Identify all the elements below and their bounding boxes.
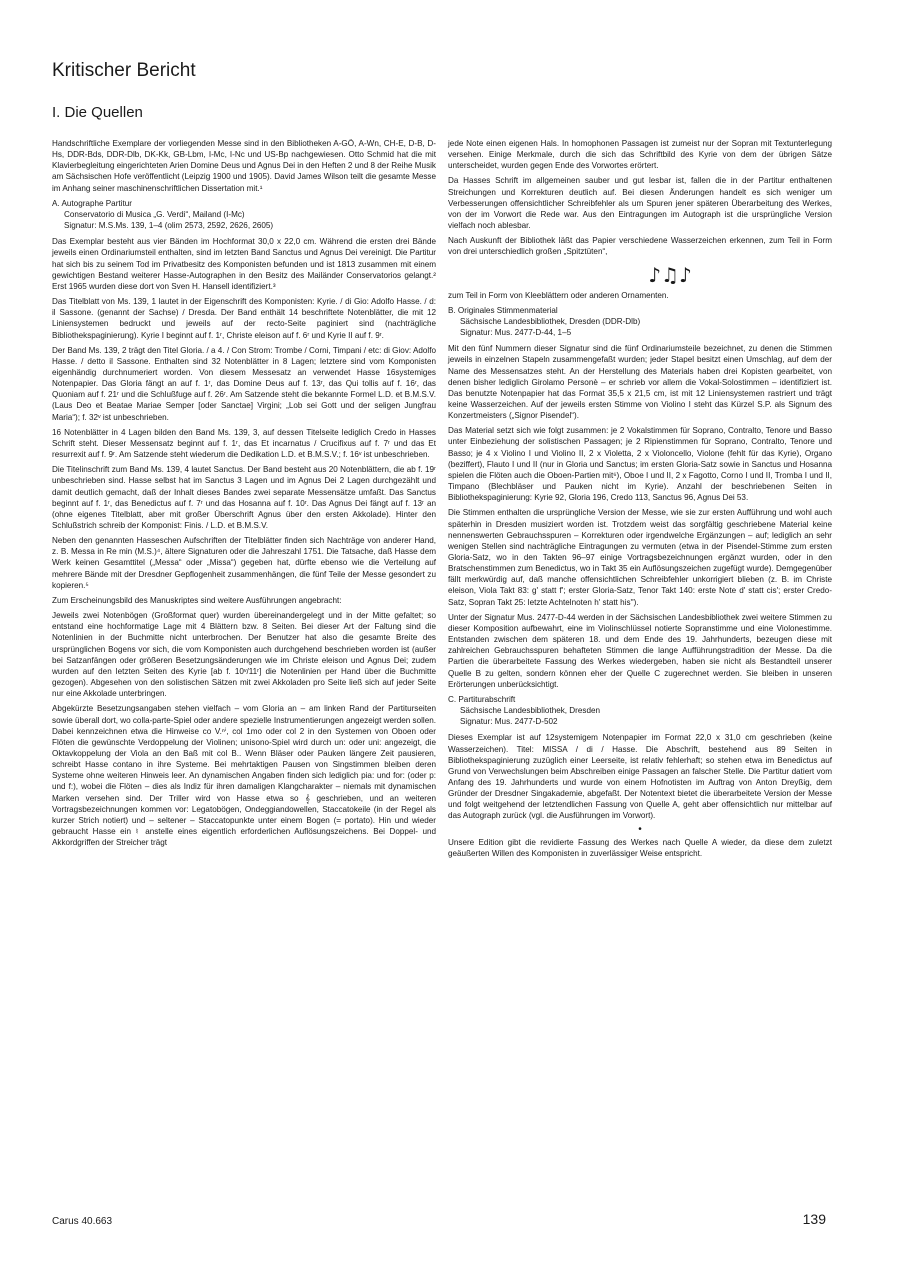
source-title: B. Originales Stimmenmaterial — [448, 305, 558, 315]
source-signature: Signatur: Mus. 2477-D-502 — [460, 717, 558, 727]
watermark-shapes-icon: ♪♫♪ — [648, 262, 692, 287]
paragraph: Neben den genannten Hasseschen Aufschriften der Titelblätter finden sich Nachträge von anderer Hand, z. B. Messa in Re min (M.S.)⁴, ältere Signaturen oder die Jahreszahl 1751. Die Tatsache, daß Hasse dem Werk keinen Gesamttitel („Messa“ oder „Missa“) gegeben hat, dürfte ebenso wie die Verteilung auf mehrere Bände mit der Dresdner Gepflogenheit zusammenhängen, die fünf Teile der Messe gesondert zu kopieren.⁵ — [52, 536, 436, 590]
paragraph: Das Titelblatt von Ms. 139, 1 lautet in der Eigenschrift des Komponisten: Kyrie. / di Gio: Adolfo Hasse. / d: il Sassone. (genannt der Sachse) / Dresda. Der Band enthält 14 beschriftete Notenblätter, die mit 12 Liniensystemen bedruckt und jeweils auf der recto-Seite paginiert sind (nachträgliche Bibliothekspaginierung). Kyrie I beginnt auf f. 1ʳ, Christe eleison auf f. 6ʳ und Kyrie II auf f. 9ʳ. — [52, 297, 436, 340]
right-column — [448, 138, 832, 863]
source-library: Conservatorio di Musica „G. Verdi“, Mailand (I-Mc) — [64, 209, 245, 219]
divider-dot: • — [638, 823, 642, 835]
left-column — [52, 138, 436, 852]
source-library: Sächsische Landesbibliothek, Dresden — [460, 706, 601, 716]
source-title: C. Partiturabschrift — [448, 694, 516, 704]
paragraph: Handschriftliche Exemplare der vorliegenden Messe sind in den Bibliotheken A-GÖ, A-Wn, CH-E, D-B, D-Hs, DDR-Bds, DDR-Dlb, DK-Kk, GB-Lbm, I-Mc, I-Nc und US-Bp nachgewiesen. Otto Schmid hat die mit Klavierbegleitung eingerichteten Arien Domine Deus und Agnus Dei in den Heften 2 und 8 der Reihe Musik am Sächsischen Hofe veröffentlicht (Leipzig 1900 und 1905). David James Wilson teilt die gesamte Messe im Anhang seiner maschinenschriftlichen Dissertation mit.¹ — [52, 139, 436, 193]
source-c-heading — [448, 694, 832, 727]
paragraph: zum Teil in Form von Kleeblättern oder anderen Ornamenten. — [448, 290, 669, 300]
source-title: A. Autographe Partitur — [52, 198, 132, 208]
section-title: I. Die Quellen — [52, 104, 143, 121]
source-b-heading — [448, 305, 832, 338]
paragraph: Dieses Exemplar ist auf 12systemigem Notenpapier im Format 22,0 x 31,0 cm geschrieben (keine Wasserzeichen). Titel: MISSA / di / Hasse. Die Abschrift, bestehend aus 89 Seiten in Bibliothekspaginierung zuzüglich einer Leerseite, ist relativ fehlerhaft; so stehen etwa im Benedictus auf Grund von Verwechslungen beim Abschreiben einige Passagen an falscher Stelle. Die Partitur datiert vom Anfang des 19. Jahrhunderts und wurde von einem Hofnotisten im Auftrag von Anton Dreyßig, dem Gründer der Dresdner Singakademie, abgefaßt. Der Notentext bietet die überarbeitete Version der Messe und folgt weitgehend der letztendlichen Fassung von Quelle A, geht aber offensichtlich nur mittelbar auf das Autograph zurück (vgl. die Ausführungen im Vorwort). — [448, 733, 832, 821]
paragraph: Nach Auskunft der Bibliothek läßt das Papier verschiedene Wasserzeichen erkennen, zum Teil in Form von drei unterschiedlich großen „Spitztüten“, — [448, 236, 832, 257]
source-signature: Signatur: M.S.Ms. 139, 1–4 (olim 2573, 2592, 2626, 2605) — [64, 221, 274, 231]
paragraph: 16 Notenblätter in 4 Lagen bilden den Band Ms. 139, 3, auf dessen Titelseite lediglich Credo in Hasses Schrift steht. Dieser Messensatz beginnt auf f. 1ʳ, das Et incarnatus / Crucifixus auf f. 7ʳ und das Et resurrexit auf f. 9ʳ. Am Satzende steht wiederum die Dedikation L.D. et B.M.S.V.; f. 16ᵛ ist unbeschrieben. — [52, 427, 436, 460]
page-title: Kritischer Bericht — [52, 60, 196, 81]
paragraph: Das Material setzt sich wie folgt zusammen: je 2 Vokalstimmen für Soprano, Contralto, Tenore und Basso unter Einbeziehung der solistischen Passagen; je 2 Ripienstimmen für Soprano, Contralto, Tenore und Basso; je 4 x Violino I und Violino II, 2 x Violetta, 2 x Violoncello, Violone (fehlt für das Kyrie), Organo (beziffert), Flauto I und II (nur in Gloria und Sanctus; im ersten Gloria-Satz sowie in Sanctus und Hosanna spielen die Flöten auch die Oboen-Partien mit⁶), Oboe I und II, 2 x Fagotto, Corno I und II, Tromba I und II, Timpano (Blechbläser und Pauken nicht im Kyrie). Anzahl der beschriebenen Seiten in Bibliothekspaginierung: Kyrie 92, Gloria 196, Credo 113, Sanctus 96, Agnus Dei 53. — [448, 426, 832, 503]
paragraph: Da Hasses Schrift im allgemeinen sauber und gut lesbar ist, fallen die in der Partitur enthaltenen Streichungen und Korrekturen deutlich auf. Bei diesen Änderungen handelt es sich weniger um Verbesserungen offensichtlicher Schreibfehler als um Spuren jener späteren Überarbeitung des Werkes, von der im Vorwort die Rede war. Aus den Eintragungen im Autograph ist die ursprüngliche Version vielfach noch ablesbar. — [448, 176, 832, 231]
paragraph: Das Exemplar besteht aus vier Bänden im Hochformat 30,0 x 22,0 cm. Während die ersten drei Bände jeweils einen Ordinariumsteil enthalten, sind im letzten Band Sanctus und Agnus Dei vereinigt. Die Partitur hat sich bis zu seinem Tod im Privatbesitz des Komponisten befunden und ist 1813 zusammen mit einem gewichtigen Bestand weiterer Hasse-Autographen in den Besitz des Mailänder Conservatorios gelangt.² Erst 1965 wurden diese dort von Sven H. Hansell identifiziert.³ — [52, 237, 436, 291]
paragraph: Unsere Edition gibt die revidierte Fassung des Werkes nach Quelle A wieder, da diese dem zuletzt geäußerten Willen des Komponisten in zuverlässiger Weise entspricht. — [448, 837, 832, 858]
paragraph: Der Band Ms. 139, 2 trägt den Titel Gloria. / a 4. / Con Strom: Trombe / Corni, Timpani / etc: di Giov: Adolfo Hasse. / detto il Sassone. Enthalten sind 32 Notenblätter in 8 Lagen; letztere sind vom Komponisten eigenhändig durchnumeriert worden. Von diesem Messesatz an verwendet Hasse 16systemiges Notenpapier. Das Gloria fängt an auf f. 1ʳ, das Domine Deus auf f. 13ʳ, das Qui tollis auf f. 16ʳ, das Quoniam auf f. 21ʳ und die Schlußfuge auf f. 26ʳ. Am Satzende steht die bekannte Formel L.D. et B.M.S.V. (Laus Deo et Beatae Mariae Semper [oder Sanctae] Virgini; „Lob sei Gott und der seligen Jungfrau Maria“); f. 32ᵛ ist unbeschrieben. — [52, 345, 436, 422]
page-number: 139 — [802, 1211, 826, 1227]
paragraph: Die Stimmen enthalten die ursprüngliche Version der Messe, wie sie zur ersten Aufführung und wohl auch späterhin in Dresden musiziert worden ist. Trotzdem weist das sorgfältig geschriebene Material keine nennenswerten Gebrauchsspuren – Korrekturen oder irgendwelche Ergänzungen – auf; lediglich an sehr wenigen Stellen sind nachträgliche Eintragungen zu vermuten (etwa in der Pisendel-Stimme zum ersten Gloria-Satz, wo in den Takten 96–97 einige Vortragsbezeichnungen ergänzt wurden, oder in den Bratschenstimmen zum Benedictus, wo in Takt 35 ein Auflösungszeichen zugefügt wurde). Demgegenüber fällt merkwürdig auf, daß manche offensichtlichen Schreibfehler unkorrigiert blieben (z. B. im Christe eleison, Viola Takt 83: g' statt f'; erster Gloria-Satz, Tenor Takt 140: erste Note d' statt cis'; erster Credo-Satz, Sopran Takt 25: letzte Achtelnoten h' statt his''). — [448, 508, 832, 607]
paragraph: Die Titelinschrift zum Band Ms. 139, 4 lautet Sanctus. Der Band besteht aus 20 Notenblättern, die ab f. 19ʳ unbeschrieben sind. Hasse selbst hat im Sanctus 3 Lagen und im Agnus Dei 2 Lagen durchgezählt und damit deutlich gemacht, daß der Inhalt dieses Bandes zwei separate Messensätze umfaßt. Das Sanctus beginnt auf f. 1ʳ, das Benedictus auf f. 7ʳ und das Hosanna auf f. 10ʳ. Das Agnus Dei fängt auf f. 13ʳ an (ohne eigenes Titelblatt, aber mit großer Überschrift Agnus über den ersten Akkolade). Hinter den Schlußstrich schreib der Komponist: Finis. / L.D. et B.M.S.V. — [52, 465, 436, 530]
paragraph: Unter der Signatur Mus. 2477-D-44 werden in der Sächsischen Landesbibliothek zwei weitere Stimmen zu dieser Komposition aufbewahrt, eine im Violinschlüssel notierte Sopranstimme und eine Violonestimme. Entstanden zwischen dem späteren 18. und dem Ende des 19. Jahrhunderts, bezeugen diese mit zahlreichen Gebrauchsspuren behafteten Stimmen die lange Aufführungstradition der Messe. Da die Partien die überarbeitete Fassung des Werkes wiedergeben, haben sie nicht als Bestandteil unserer Quelle B zu gelten, sondern können eher der Quelle C zugerechnet werden. Sie bleiben in unseren Erörterungen unberücksichtigt. — [448, 612, 832, 689]
paragraph: jede Note einen eigenen Hals. In homophonen Passagen ist zumeist nur der Sopran mit Textunterlegung versehen. Einige Merkmale, durch die sich das Schriftbild des Kyrie von dem der übrigen Sätze unterscheidet, wurden gegen Ende des Vorwortes erörtert. — [448, 139, 832, 171]
publisher-reference: Carus 40.663 — [52, 1216, 113, 1227]
paragraph: Jeweils zwei Notenbögen (Großformat quer) wurden übereinandergelegt und in der Mitte gefaltet; so entstand eine hochformatige Lage mit 4 Blättern bzw. 8 Seiten. Bei dieser Art der Faltung sind die Notenlinien in der Buchmitte nicht unterbrochen. Der Benutzer hat also die gesamte Breite des ursprünglichen Bogens vor sich, die vom Komponisten auch durchgehend beschrieben worden ist (außer bei Satzanfängen oder größeren Besetzungsänderungen wie im Christe eleison und Agnus Dei; zudem wurden auf den letzten Seiten des Kyrie [ab f. 10ᵛ/11ʳ] die Notenlinien per Hand über die Buchmitte gezogen). Abgesehen von den solistischen Sätzen mit zwei Akkoladen pro Seite ließ sich auf jeder Seite nur eine Akkolade unterbringen. — [52, 611, 436, 699]
source-library: Sächsische Landesbibliothek, Dresden (DDR-Dlb) — [460, 316, 641, 326]
source-a-heading — [52, 198, 436, 231]
paragraph: Mit den fünf Nummern dieser Signatur sind die fünf Ordinariumsteile bezeichnet, zu denen die Stimmen jeweils in einzelnen Stapeln zusammengefaßt wurden; jeder Stapel besitzt einen Umschlag, auf dem der Name des Messensatzes steht. An der Herstellung des Materials haben drei Kopisten gearbeitet, von denen bisher lediglich Girolamo Personè – er schrieb vor allem die Vokal-Solostimmen – identifiziert ist. Das benutzte Notenpapier hat das Format 35,5 x 21,5 cm, ist mit 12 Liniensystemen rastriert und trägt keine Wasserzeichen. Auf der jeweils ersten Stimme von Violino I steht das Kürzel S.P. als Signum des Konzertmeisters („Signor Pisendel“). — [448, 344, 832, 421]
paragraph: Abgekürzte Besetzungsangaben stehen vielfach – vom Gloria an – am linken Rand der Partiturseiten sowie überall dort, wo colla-parte-Spiel oder andere spezielle Instrumentierungen angezeigt werden sollen. Dabei kennzeichnen etwa die Hinweise co V.ⁿⁱ, col 1mo oder col 2 in den Systemen von Oboen oder Flöten die gewünschte Verdoppelung der Violinen; unisono-Spiel wird durch un: oder uni: angezeigt, die Oktavkoppelung der Viola an den Baß mit col B.. Wenn Bläser oder Pauken längere Zeit pausieren, schreibt Hasse contano in ihre Systeme. Bei mehrtaktigen Pausen von Singstimmen bleiben deren Systeme ohne weiteren Hinweis leer. An dynamischen Angaben finden sich lediglich pia: und for: (oder p: und f:), wobei die Flöten – dies als Indiz für ihren damaligen Klangcharakter – niemals mit dynamischen Marken versehen sind. Der Triller wird von Hasse etwa so 𝄞 geschrieben, und an weiteren Vortragsbezeichnungen kommen vor: Legatobögen, Ondeggiandowellen, Staccatokeile (in der Regel als kurzer Strich notiert) und – seltener – Staccatopunkte unter einem Bogen (= portato). Hin und wieder gebraucht Hasse ein ♮ anstelle eines eigentlich erforderlichen Auflösungszeichens. Bei Doppel- und Akkordgriffen der Streicher trägt — [52, 704, 436, 848]
paragraph: Zum Erscheinungsbild des Manuskriptes sind weitere Ausführungen angebracht: — [52, 595, 342, 605]
source-signature: Signatur: Mus. 2477-D-44, 1–5 — [460, 328, 572, 338]
